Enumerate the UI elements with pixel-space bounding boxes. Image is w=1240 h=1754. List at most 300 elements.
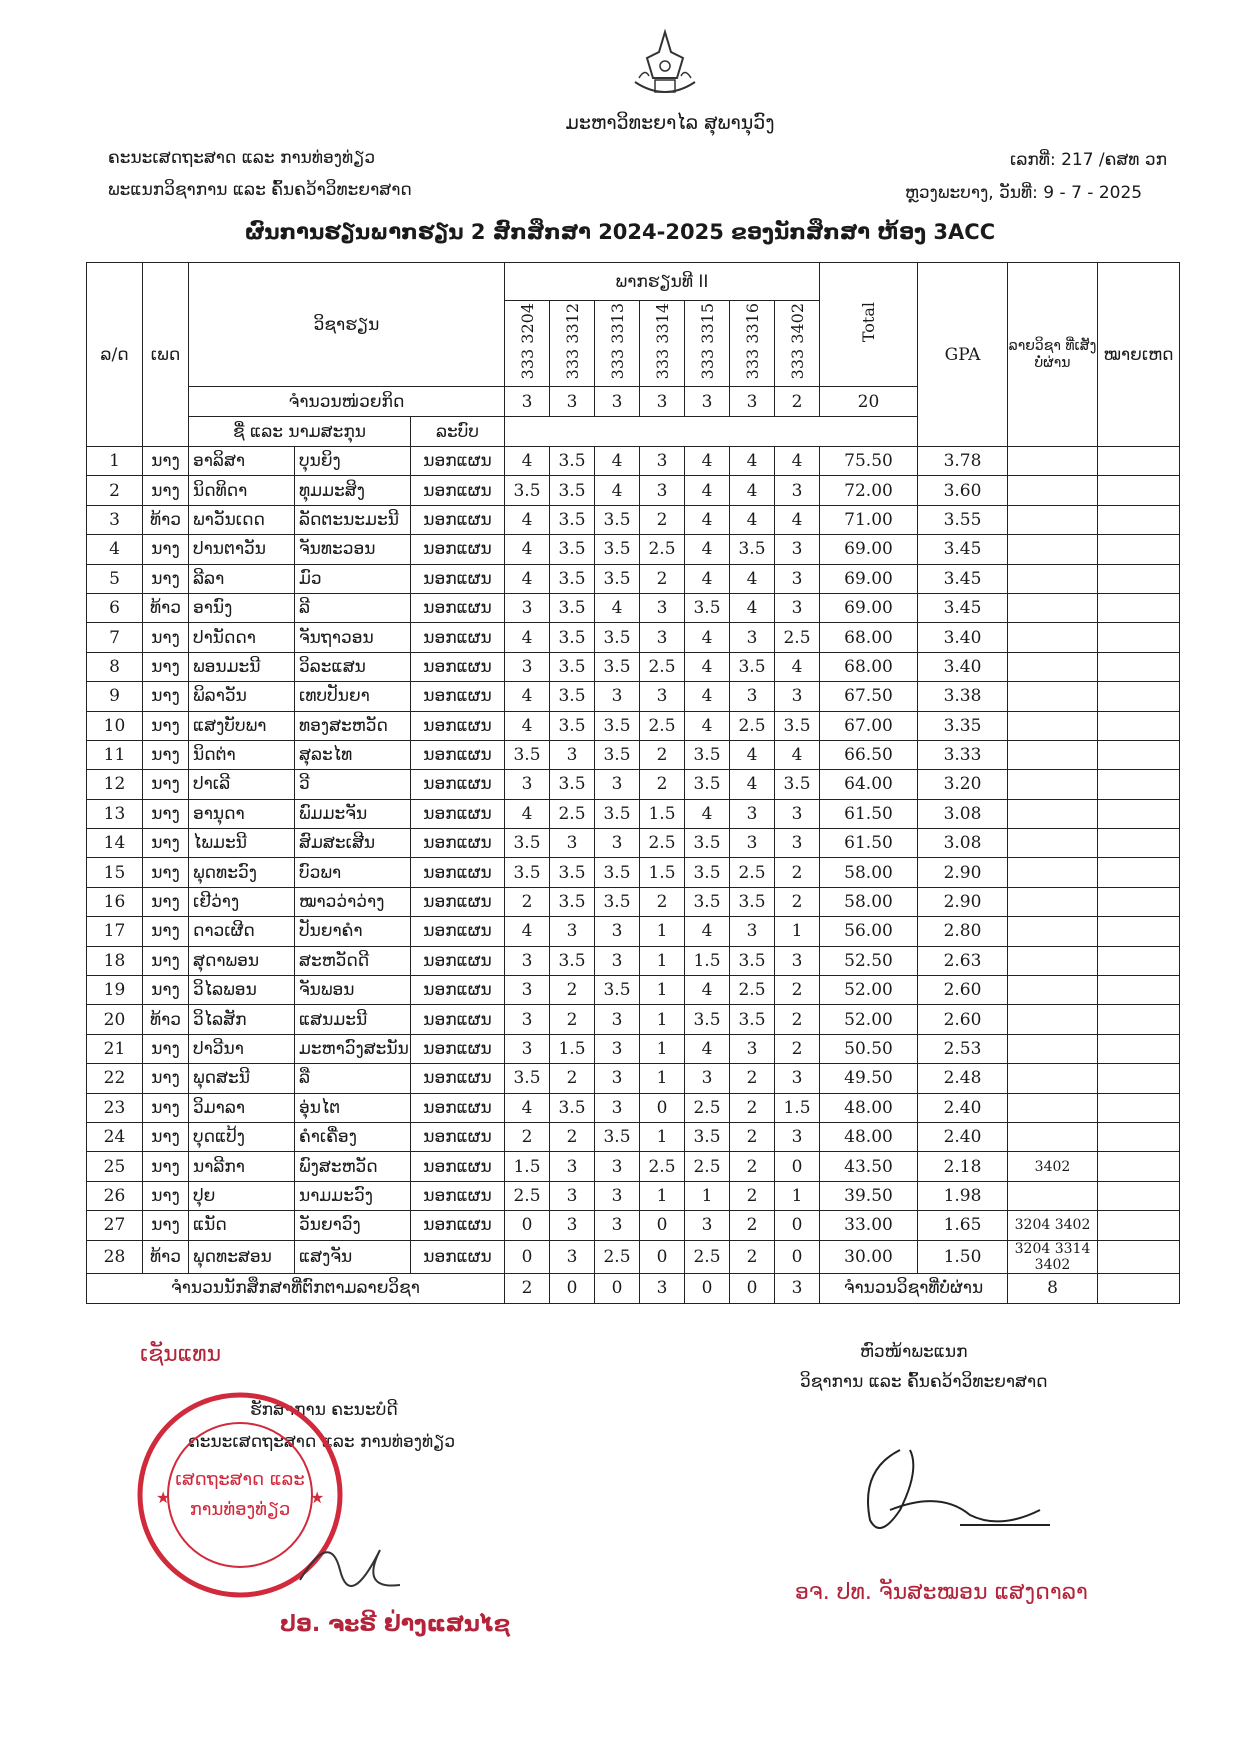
- row-total: 69.00: [820, 535, 918, 564]
- course-credit: 3: [685, 387, 730, 417]
- table-row: [87, 799, 1180, 828]
- row-program: ນອກແຜນ: [411, 799, 505, 828]
- row-gpa: 2.40: [918, 1122, 1008, 1151]
- row-grade: 0: [505, 1240, 550, 1273]
- row-grade: 3.5: [595, 887, 640, 916]
- table-row: [87, 505, 1180, 534]
- row-first-name: ພາວັນເດດ: [189, 505, 295, 534]
- row-grade: 3.5: [595, 711, 640, 740]
- row-grade: 3.5: [550, 623, 595, 652]
- row-remark: [1098, 535, 1180, 564]
- course-credit: 3: [640, 387, 685, 417]
- row-first-name: ພຸດທະວົງ: [189, 858, 295, 887]
- row-grade: 4: [505, 447, 550, 476]
- table-row: [87, 711, 1180, 740]
- row-program: ນອກແຜນ: [411, 858, 505, 887]
- table-row: [87, 976, 1180, 1005]
- row-grade: 1: [640, 917, 685, 946]
- row-grade: 4: [730, 740, 775, 769]
- row-gender: ນາງ: [143, 1034, 189, 1063]
- row-gpa: 1.98: [918, 1181, 1008, 1210]
- row-grade: 3.5: [685, 829, 730, 858]
- row-first-name: ລີລາ: [189, 564, 295, 593]
- row-last-name: ແສງຈັນ: [295, 1240, 411, 1273]
- course-credit: 3: [595, 387, 640, 417]
- row-grade: 3: [595, 1005, 640, 1034]
- row-remark: [1098, 476, 1180, 505]
- row-program: ນອກແຜນ: [411, 652, 505, 681]
- row-gender: ນາງ: [143, 799, 189, 828]
- row-gpa: 2.90: [918, 887, 1008, 916]
- row-program: ນອກແຜນ: [411, 976, 505, 1005]
- table-row: [87, 535, 1180, 564]
- header-course: [640, 301, 685, 387]
- row-first-name: ປານຕາວັນ: [189, 535, 295, 564]
- row-grade: 3.5: [550, 946, 595, 975]
- row-no: 9: [87, 682, 143, 711]
- row-grade: 2: [775, 858, 820, 887]
- row-remark: [1098, 799, 1180, 828]
- row-gender: ນາງ: [143, 740, 189, 769]
- row-grade: 2: [730, 1064, 775, 1093]
- row-grade: 3.5: [595, 564, 640, 593]
- row-grade: 3.5: [730, 887, 775, 916]
- row-failed-subjects: [1008, 829, 1098, 858]
- row-grade: 3: [505, 593, 550, 622]
- row-last-name: ບົວພາ: [295, 858, 411, 887]
- header-program: ລະບົບ: [411, 417, 505, 447]
- row-first-name: ປານັດດາ: [189, 623, 295, 652]
- row-grade: 2.5: [775, 623, 820, 652]
- row-grade: 3.5: [550, 593, 595, 622]
- row-gpa: 3.08: [918, 829, 1008, 858]
- row-total: 69.00: [820, 593, 918, 622]
- course-credit: 3: [730, 387, 775, 417]
- row-last-name: ອຸ່ນໄຕ: [295, 1093, 411, 1122]
- row-first-name: ແສງບັບພາ: [189, 711, 295, 740]
- row-first-name: ພຸດທະສອນ: [189, 1240, 295, 1273]
- right-signer-department: ວິຊາການ ແລະ ຄົ້ນຄວ້າວິທະຍາສາດ: [800, 1372, 1048, 1392]
- row-grade: 1.5: [550, 1034, 595, 1063]
- row-grade: 4: [685, 917, 730, 946]
- row-failed-subjects: [1008, 711, 1098, 740]
- row-failed-subjects: [1008, 505, 1098, 534]
- row-grade: 4: [505, 711, 550, 740]
- row-grade: 4: [505, 917, 550, 946]
- row-no: 27: [87, 1211, 143, 1240]
- header-course: [595, 301, 640, 387]
- row-grade: 3: [640, 447, 685, 476]
- row-grade: 3.5: [505, 829, 550, 858]
- row-grade: 3.5: [550, 1093, 595, 1122]
- row-gender: ນາງ: [143, 1152, 189, 1181]
- row-grade: 1.5: [505, 1152, 550, 1181]
- row-first-name: ພຸດສະນີ: [189, 1064, 295, 1093]
- row-gender: ນາງ: [143, 1181, 189, 1210]
- row-grade: 3: [595, 1211, 640, 1240]
- row-grade: 3: [550, 1152, 595, 1181]
- row-grade: 3.5: [550, 535, 595, 564]
- header-semester: ພາກຮຽນທີ II: [505, 263, 820, 301]
- row-remark: [1098, 447, 1180, 476]
- row-failed-subjects: [1008, 447, 1098, 476]
- row-gpa: 2.63: [918, 946, 1008, 975]
- right-signer-name: ອຈ. ປທ. ຈັນສະໝອນ ແສງດາລາ: [795, 1580, 1088, 1605]
- row-program: ນອກແຜນ: [411, 447, 505, 476]
- table-row: [87, 1093, 1180, 1122]
- row-grade: 3: [595, 682, 640, 711]
- row-grade: 4: [595, 476, 640, 505]
- row-grade: 4: [730, 770, 775, 799]
- row-no: 10: [87, 711, 143, 740]
- row-grade: 2: [640, 564, 685, 593]
- row-grade: 3.5: [685, 887, 730, 916]
- row-grade: 3.5: [595, 858, 640, 887]
- row-grade: 4: [595, 447, 640, 476]
- row-no: 18: [87, 946, 143, 975]
- row-grade: 2.5: [685, 1240, 730, 1273]
- row-grade: 3: [595, 946, 640, 975]
- row-grade: 1.5: [640, 858, 685, 887]
- course-credit: 3: [550, 387, 595, 417]
- row-first-name: ແນັດ: [189, 1211, 295, 1240]
- row-gender: ນາງ: [143, 829, 189, 858]
- table-row: [87, 917, 1180, 946]
- row-grade: 2: [775, 1034, 820, 1063]
- svg-text:ເສດຖະສາດ ແລະ: ເສດຖະສາດ ແລະ: [175, 1469, 305, 1490]
- row-grade: 4: [685, 1034, 730, 1063]
- row-grade: 0: [640, 1093, 685, 1122]
- row-gender: ນາງ: [143, 623, 189, 652]
- faculty-name: ຄະນະເສດຖະສາດ ແລະ ການທ່ອງທ່ຽວ: [108, 148, 376, 168]
- university-name: ມະຫາວິທະຍາໄລ ສຸພານຸວົງ: [565, 112, 775, 134]
- row-grade: 3: [505, 1034, 550, 1063]
- row-first-name: ບຸດແປ້ງ: [189, 1122, 295, 1151]
- row-failed-subjects: [1008, 652, 1098, 681]
- row-grade: 1: [640, 1122, 685, 1151]
- table-row: [87, 1211, 1180, 1240]
- grades-table: [86, 262, 1180, 1304]
- table-row: [87, 623, 1180, 652]
- row-grade: 2: [730, 1181, 775, 1210]
- row-grade: 3.5: [595, 740, 640, 769]
- row-grade: 2: [730, 1093, 775, 1122]
- row-grade: 3: [595, 1152, 640, 1181]
- row-gender: ນາງ: [143, 682, 189, 711]
- row-grade: 3: [775, 946, 820, 975]
- row-gender: ນາງ: [143, 1211, 189, 1240]
- row-total: 58.00: [820, 858, 918, 887]
- row-grade: 2.5: [595, 1240, 640, 1273]
- row-total: 43.50: [820, 1152, 918, 1181]
- table-row: [87, 652, 1180, 681]
- row-failed-subjects: [1008, 1005, 1098, 1034]
- row-no: 20: [87, 1005, 143, 1034]
- row-failed-subjects: 3204 3314 3402: [1008, 1240, 1098, 1273]
- row-total: 75.50: [820, 447, 918, 476]
- row-grade: 3.5: [505, 740, 550, 769]
- row-first-name: ປາເລີ: [189, 770, 295, 799]
- row-last-name: ໝາວວ່າວ່າງ: [295, 887, 411, 916]
- footer-failed-label: ຈຳນວນວິຊາທີ່ບໍ່ຜ່ານ: [820, 1273, 1008, 1303]
- footer-count: 2: [505, 1273, 550, 1303]
- row-grade: 2: [640, 770, 685, 799]
- row-grade: 4: [730, 593, 775, 622]
- row-grade: 1: [640, 1034, 685, 1063]
- row-last-name: ນາມມະວົງ: [295, 1181, 411, 1210]
- row-grade: 0: [640, 1240, 685, 1273]
- row-grade: 2.5: [640, 535, 685, 564]
- right-signature: [840, 1430, 1060, 1550]
- row-gender: ນາງ: [143, 447, 189, 476]
- row-no: 4: [87, 535, 143, 564]
- row-gpa: 3.40: [918, 652, 1008, 681]
- row-no: 14: [87, 829, 143, 858]
- row-last-name: ສົມສະເສີນ: [295, 829, 411, 858]
- row-grade: 2: [640, 505, 685, 534]
- row-remark: [1098, 1005, 1180, 1034]
- header-failed-subjects: ລາຍວິຊາ ທີ່ເສັງບໍ່ຜ່ານ: [1008, 263, 1098, 447]
- row-grade: 4: [685, 505, 730, 534]
- row-grade: 3: [505, 1005, 550, 1034]
- row-no: 26: [87, 1181, 143, 1210]
- row-total: 49.50: [820, 1064, 918, 1093]
- row-grade: 3.5: [595, 1122, 640, 1151]
- row-grade: 2.5: [640, 652, 685, 681]
- row-program: ນອກແຜນ: [411, 946, 505, 975]
- row-grade: 2: [550, 976, 595, 1005]
- row-last-name: ເທບປັນຍາ: [295, 682, 411, 711]
- header-course: [730, 301, 775, 387]
- row-gpa: 3.45: [918, 593, 1008, 622]
- header-remark: ໝາຍເຫດ: [1098, 263, 1180, 447]
- row-total: 30.00: [820, 1240, 918, 1273]
- row-remark: [1098, 976, 1180, 1005]
- row-grade: 3.5: [595, 976, 640, 1005]
- header-blank: [505, 417, 918, 447]
- row-gender: ນາງ: [143, 1122, 189, 1151]
- row-grade: 1: [640, 1064, 685, 1093]
- row-remark: [1098, 770, 1180, 799]
- row-gpa: 3.60: [918, 476, 1008, 505]
- row-failed-subjects: [1008, 564, 1098, 593]
- header-subject: ວິຊາຮຽນ: [189, 263, 505, 387]
- table-row: [87, 1181, 1180, 1210]
- table-row: [87, 564, 1180, 593]
- row-grade: 4: [730, 476, 775, 505]
- row-gpa: 2.90: [918, 858, 1008, 887]
- row-grade: 2: [550, 1064, 595, 1093]
- row-program: ນອກແຜນ: [411, 1034, 505, 1063]
- footer-failed-count: 8: [1008, 1273, 1098, 1303]
- row-gpa: 1.65: [918, 1211, 1008, 1240]
- row-grade: 2.5: [640, 711, 685, 740]
- row-grade: 2: [505, 1122, 550, 1151]
- row-gpa: 3.55: [918, 505, 1008, 534]
- header-total-label: Total: [859, 301, 878, 343]
- row-last-name: ມົວ: [295, 564, 411, 593]
- row-last-name: ບຸນຍິງ: [295, 447, 411, 476]
- table-row: [87, 682, 1180, 711]
- row-no: 17: [87, 917, 143, 946]
- row-grade: 3: [595, 1093, 640, 1122]
- row-no: 24: [87, 1122, 143, 1151]
- total-credits: 20: [820, 387, 918, 417]
- student-rows: [87, 447, 1180, 1274]
- table-row: [87, 887, 1180, 916]
- row-grade: 3: [595, 770, 640, 799]
- row-program: ນອກແຜນ: [411, 1005, 505, 1034]
- row-total: 69.00: [820, 564, 918, 593]
- row-no: 19: [87, 976, 143, 1005]
- row-grade: 3.5: [685, 1005, 730, 1034]
- row-no: 5: [87, 564, 143, 593]
- row-grade: 3: [775, 682, 820, 711]
- row-failed-subjects: [1008, 1034, 1098, 1063]
- left-signature: [290, 1510, 410, 1610]
- table-row: [87, 858, 1180, 887]
- row-grade: 3: [775, 829, 820, 858]
- course-credit: 2: [775, 387, 820, 417]
- course-code: 333 3312: [562, 302, 582, 380]
- table-row: [87, 1064, 1180, 1093]
- row-failed-subjects: [1008, 946, 1098, 975]
- row-last-name: ຈັນທະວອນ: [295, 535, 411, 564]
- document-date: ຫຼວງພະບາງ, ວັນທີ່: 9 - 7 - 2025: [905, 183, 1143, 203]
- row-remark: [1098, 711, 1180, 740]
- row-program: ນອກແຜນ: [411, 564, 505, 593]
- footer-count: 0: [550, 1273, 595, 1303]
- row-first-name: ອານົງ: [189, 593, 295, 622]
- row-grade: 3: [775, 564, 820, 593]
- row-first-name: ວິມາລາ: [189, 1093, 295, 1122]
- row-failed-subjects: [1008, 535, 1098, 564]
- row-grade: 2.5: [685, 1152, 730, 1181]
- row-grade: 3: [505, 976, 550, 1005]
- row-last-name: ຄຳເຄື່ອງ: [295, 1122, 411, 1151]
- row-grade: 3: [685, 1064, 730, 1093]
- row-remark: [1098, 1093, 1180, 1122]
- row-grade: 3: [595, 917, 640, 946]
- svg-text:★: ★: [156, 1488, 171, 1507]
- row-gpa: 2.60: [918, 976, 1008, 1005]
- row-no: 28: [87, 1240, 143, 1273]
- row-grade: 4: [595, 593, 640, 622]
- row-total: 67.00: [820, 711, 918, 740]
- row-grade: 0: [775, 1211, 820, 1240]
- row-grade: 3: [730, 917, 775, 946]
- row-grade: 0: [505, 1211, 550, 1240]
- row-last-name: ທຸມມະສິງ: [295, 476, 411, 505]
- svg-text:★: ★: [310, 1488, 325, 1507]
- row-grade: 3: [505, 770, 550, 799]
- row-grade: 2: [550, 1005, 595, 1034]
- row-gpa: 3.78: [918, 447, 1008, 476]
- row-grade: 4: [685, 682, 730, 711]
- row-grade: 2: [775, 887, 820, 916]
- row-remark: [1098, 505, 1180, 534]
- table-row: [87, 593, 1180, 622]
- row-grade: 3.5: [685, 770, 730, 799]
- row-first-name: ອາລິສາ: [189, 447, 295, 476]
- row-gender: ນາງ: [143, 535, 189, 564]
- row-grade: 4: [775, 447, 820, 476]
- row-grade: 3: [550, 829, 595, 858]
- row-gender: ທ້າວ: [143, 1005, 189, 1034]
- row-grade: 4: [505, 564, 550, 593]
- row-grade: 3: [775, 799, 820, 828]
- row-remark: [1098, 1211, 1180, 1240]
- right-signer-title: ຫົວໜ້າພະແນກ: [860, 1342, 968, 1362]
- row-failed-subjects: [1008, 682, 1098, 711]
- row-remark: [1098, 682, 1180, 711]
- row-grade: 3.5: [550, 476, 595, 505]
- row-grade: 3.5: [730, 1005, 775, 1034]
- row-remark: [1098, 1122, 1180, 1151]
- row-grade: 3.5: [550, 682, 595, 711]
- row-first-name: ດາວເຜີດ: [189, 917, 295, 946]
- course-code: 333 3316: [742, 302, 762, 380]
- row-last-name: ແສນມະນີ: [295, 1005, 411, 1034]
- row-grade: 4: [685, 976, 730, 1005]
- table-row: [87, 946, 1180, 975]
- row-grade: 3: [640, 593, 685, 622]
- row-grade: 4: [505, 505, 550, 534]
- row-grade: 3: [595, 1064, 640, 1093]
- row-last-name: ທອງສະຫວັດ: [295, 711, 411, 740]
- row-gpa: 3.35: [918, 711, 1008, 740]
- row-grade: 2: [505, 887, 550, 916]
- row-failed-subjects: [1008, 917, 1098, 946]
- header-name: ຊື່ ແລະ ນາມສະກຸນ: [189, 417, 411, 447]
- row-grade: 3.5: [550, 770, 595, 799]
- row-grade: 3.5: [775, 770, 820, 799]
- row-gender: ນາງ: [143, 887, 189, 916]
- course-code: 333 3313: [607, 302, 627, 380]
- row-grade: 3.5: [595, 505, 640, 534]
- row-gpa: 3.38: [918, 682, 1008, 711]
- row-no: 25: [87, 1152, 143, 1181]
- course-credit: 3: [505, 387, 550, 417]
- row-grade: 2.5: [505, 1181, 550, 1210]
- row-total: 48.00: [820, 1122, 918, 1151]
- row-failed-subjects: [1008, 476, 1098, 505]
- row-last-name: ລີ: [295, 593, 411, 622]
- row-last-name: ພົງສະຫວັດ: [295, 1152, 411, 1181]
- row-grade: 3: [550, 1211, 595, 1240]
- row-grade: 4: [730, 505, 775, 534]
- row-program: ນອກແຜນ: [411, 682, 505, 711]
- header-course: [550, 301, 595, 387]
- header-credits-label: ຈຳນວນໜ່ວຍກິດ: [189, 387, 505, 417]
- row-program: ນອກແຜນ: [411, 535, 505, 564]
- row-gpa: 3.20: [918, 770, 1008, 799]
- row-grade: 1: [640, 946, 685, 975]
- row-no: 7: [87, 623, 143, 652]
- row-no: 13: [87, 799, 143, 828]
- row-remark: [1098, 1152, 1180, 1181]
- row-gender: ນາງ: [143, 770, 189, 799]
- row-grade: 4: [505, 682, 550, 711]
- row-grade: 4: [685, 447, 730, 476]
- row-first-name: ປຸຍ: [189, 1181, 295, 1210]
- row-grade: 3.5: [505, 858, 550, 887]
- row-gender: ທ້າວ: [143, 1240, 189, 1273]
- row-grade: 3: [550, 740, 595, 769]
- header-course: [505, 301, 550, 387]
- row-remark: [1098, 740, 1180, 769]
- row-grade: 3: [640, 476, 685, 505]
